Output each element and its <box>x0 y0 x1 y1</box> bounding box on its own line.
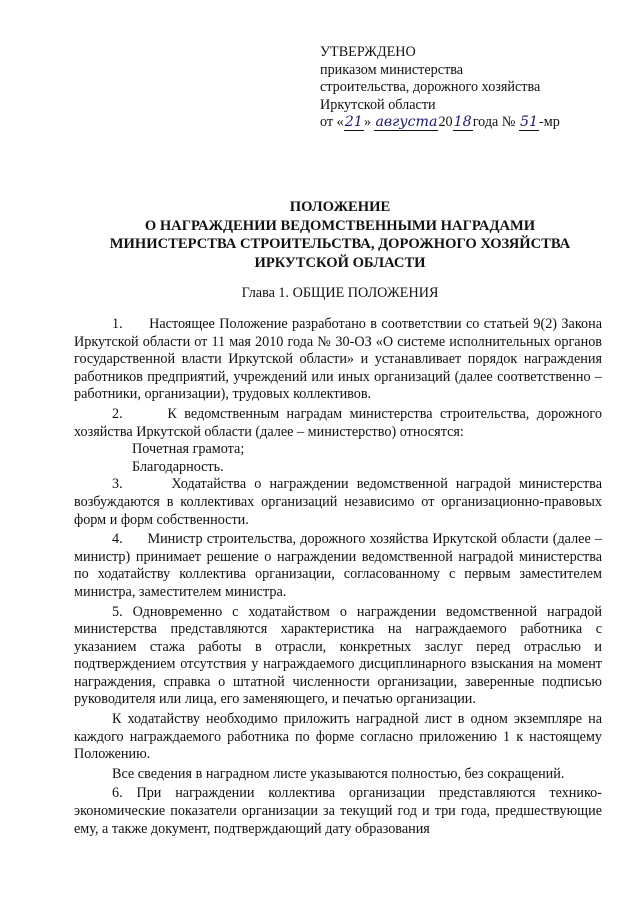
approval-line: строительства, дорожного хозяйства <box>320 79 541 95</box>
paragraph-2: 2. К ведомственным наградам министерства строительства, дорожного хозяйства Иркутской области (далее – министерство) относятся: <box>74 405 602 440</box>
paragraph-5: 5. Одновременно с ходатайством о награждении ведомственной наградой министерства представляются характеристика на награждаемого работника с указанием стажа работы в отрасли, конкретных заслуг перед отраслью и подтверждением отсутствия у награждаемого дисциплинарного взыскания на момент награждения, справка о штатной численности организации, заверенные подписью руководителя или лица, его заменяющего, и печатью организации. <box>74 603 602 708</box>
document-body <box>74 316 602 838</box>
approval-heading: УТВЕРЖДЕНО <box>320 44 416 60</box>
handwritten-number: 51 <box>519 114 539 130</box>
approval-date-line: от «21» августа2018года № 51-мр <box>320 114 560 130</box>
list-item: Почетная грамота; <box>132 441 245 458</box>
paragraph-3: 3. Ходатайства о награждении ведомственной наградой министерства возбуждаются в коллективах организаций независимо от организационно-правовых форм и форм собственности. <box>74 476 602 528</box>
paragraph-4: 4. Министр строительства, дорожного хозяйства Иркутской области (далее – министр) принимает решение о награждении ведомственной наградой министерства по ходатайству коллектива организации, согласованному с первым заместителем министра, заместителем министра. <box>74 531 602 600</box>
chapter-heading: Глава 1. ОБЩИЕ ПОЛОЖЕНИЯ <box>241 285 439 301</box>
paragraph-5b: Все сведения в наградном листе указываются полностью, без сокращений. <box>112 765 565 782</box>
handwritten-year: 18 <box>453 114 472 130</box>
list-item: Благодарность. <box>132 458 224 475</box>
approval-line: Иркутской области <box>320 96 436 113</box>
approval-block <box>320 44 620 132</box>
paragraph-6: 6. При награждении коллектива организации представляются технико-экономические показатели организации за текущий год и три года, предшествующие ему, а также документ, подтверждающий дату образования <box>74 785 602 837</box>
handwritten-month: августа <box>375 114 438 130</box>
document-title: ПОЛОЖЕНИЕ О НАГРАЖДЕНИИ ВЕДОМСТВЕННЫМИ НАГРАДАМИ МИНИСТЕРСТВА СТРОИТЕЛЬСТВА, ДОРОЖНОГО ХОЗЯЙСТВА ИРКУТСКОЙ ОБЛАСТИ <box>109 199 571 271</box>
approval-line: приказом министерства <box>320 61 464 78</box>
handwritten-day: 21 <box>344 114 363 130</box>
paragraph-5a: К ходатайству необходимо приложить наградной лист в одном экземпляре на каждого награждаемого работника по форме согласно приложению 1 к настоящему Положению. <box>74 711 602 763</box>
paragraph-1: 1. Настоящее Положение разработано в соответствии со статьей 9(2) Закона Иркутской области от 11 мая 2010 года № 30-ОЗ «О системе исполнительных органов государственной власти Иркутской области» и устанавливает порядок награждения работников предприятий, учреждений или иных организаций (далее соответственно – работники, организации), трудовых коллективов. <box>74 316 602 403</box>
